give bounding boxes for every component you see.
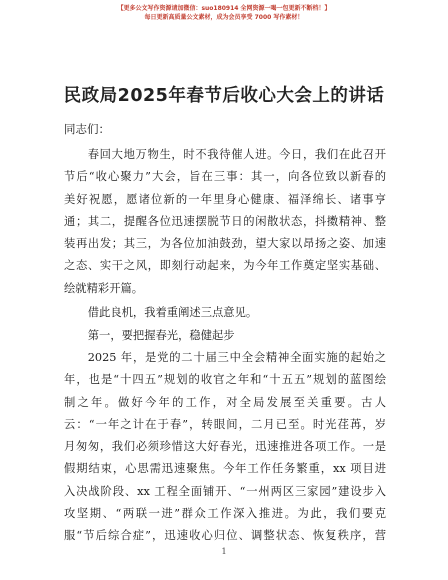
text-line: 绘就精彩开篇。 (64, 281, 144, 295)
text-line: 第一，要把握春光，稳健起步 (87, 329, 235, 342)
text-line: 月匆匆，我们必须珍惜这大好春光，迅速推进各项工作。一是 (64, 440, 386, 454)
salutation: 同志们： (64, 122, 110, 136)
text-line: 云：“一年之计在于春”，转眼间，二月已至。时光荏苒，岁 (64, 417, 386, 431)
text-line: 装再出发；其三，为各位加油鼓劲，望大家以昂扬之姿、加速 (64, 237, 386, 251)
document-title: 民政局2025年春节后收心大会上的讲话 (63, 86, 385, 106)
text-line: 美好祝愿，愿诸位新的一年里身心健康、福泽绵长、诸事亨 (64, 192, 386, 206)
text-line: 假期结束，心思需迅速聚焦。今年工作任务繁重，xx 项目进 (64, 462, 386, 476)
page-number: 1 (221, 547, 227, 556)
text-line: 服“节后综合症”，迅速收心归位、调整状态、恢复秩序，营 (64, 529, 386, 543)
text-line: 春回大地万物生，时不我待催人进。今日，我们在此召开 (87, 148, 386, 161)
text-line: 借此良机，我着重阐述三点意见。 (87, 306, 258, 319)
section-heading-1 (64, 325, 386, 347)
text-line: 通；其二，提醒各位迅速摆脱节日的闲散状态，抖擞精神、整 (64, 214, 386, 228)
text-line: 制之年。做好今年的工作，对全局发展至关重要。古人 (64, 395, 386, 409)
text-line: 入决战阶段、xx 工程全面铺开、“一州两区三家园”建设步入 (64, 484, 386, 498)
paragraph-transition (64, 302, 386, 324)
banner-line-2: 每日更新高质量公文素材，成为会员享受 7000 写作素材！ (144, 14, 304, 21)
text-line: 年，也是“十四五”规划的收官之年和“十五五”规划的蓝图绘 (64, 373, 386, 387)
banner-line-1: 【更多公文写作资源请加微信：suo180914 全网资源一喝一包更新不断档！】 (117, 5, 331, 12)
text-line: 攻坚期、“两联一进”群众工作深入推进。为此，我们要克 (64, 507, 386, 521)
text-line: 节后“收心聚力”大会，旨在三事：其一，向各位致以新春的 (64, 170, 386, 184)
paragraph-opening (64, 144, 386, 300)
header-banner (0, 4, 448, 22)
paragraph-section-1 (64, 347, 386, 548)
text-line: 2025 年，是党的二十届三中全会精神全面实施的起始之 (87, 351, 386, 364)
text-line: 之态、实干之风，即刻行动起来，为今年工作奠定坚实基础、 (64, 259, 386, 273)
